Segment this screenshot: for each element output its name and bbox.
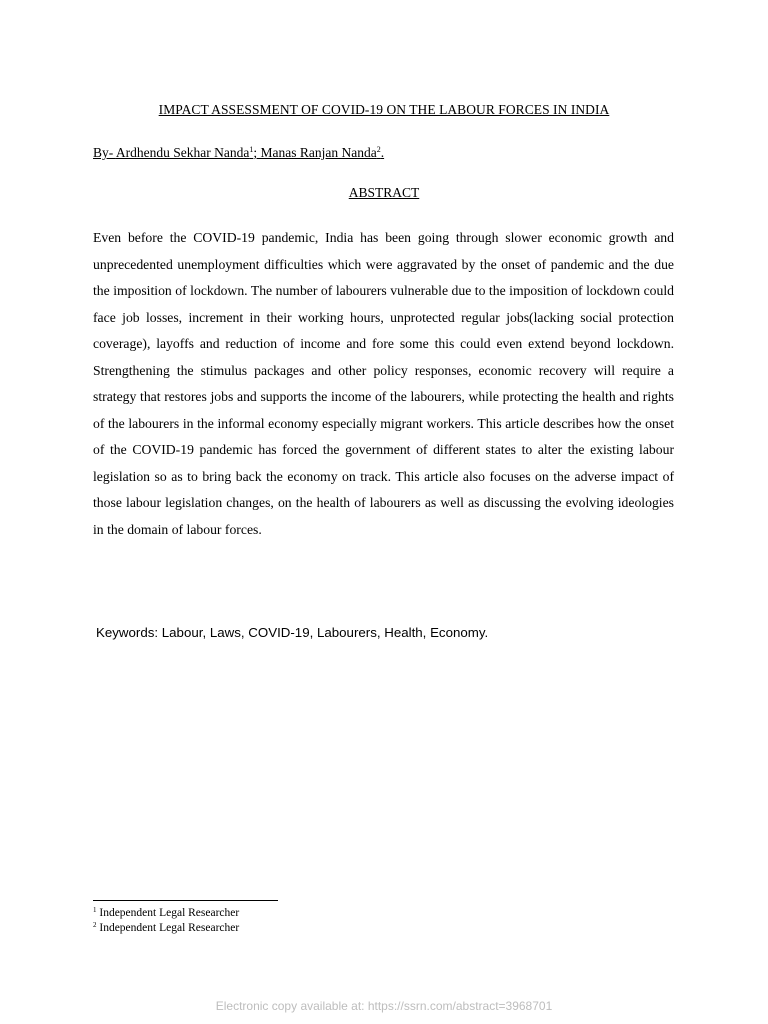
author-footnote-mark-2[interactable]: 2	[376, 145, 381, 154]
footnotes	[93, 906, 239, 936]
author-byline	[93, 145, 384, 161]
abstract-heading: ABSTRACT	[348, 185, 420, 200]
footnote-item	[93, 906, 239, 921]
keywords-line: Keywords: Labour, Laws, COVID-19, Labourers, Health, Economy.	[96, 625, 489, 640]
byline-prefix: By-	[93, 145, 116, 160]
ssrn-availability-notice[interactable]: Electronic copy available at: https://ssrn.com/abstract=3968701	[215, 999, 553, 1013]
footnote-item	[93, 921, 239, 936]
footnote-mark: 1	[93, 906, 97, 914]
author-separator: ;	[253, 145, 261, 160]
author-name-1: Ardhendu Sekhar Nanda	[115, 145, 250, 160]
footnote-text: Independent Legal Researcher	[99, 907, 240, 919]
paper-title: IMPACT ASSESSMENT OF COVID-19 ON THE LABOUR FORCES IN INDIA	[158, 102, 610, 117]
abstract-body: Even before the COVID-19 pandemic, India has been going through slower economic growth and unprecedented unemployment difficulties which were aggravated by the onset of pandemic and the due the imposition of lockdown. The number of labourers vulnerable due to the imposition of lockdown could face job losses, increment in their working hours, unprotected regular jobs(lacking social protection coverage), layoffs and reduction of income and fore some this could even extend beyond lockdown. Strengthening the stimulus packages and other policy responses, economic recovery will require a strategy that restores jobs and supports the income of the labourers, while protecting the health and rights of the labourers in the informal economy especially migrant workers. This article describes how the onset of the COVID-19 pandemic has forced the government of different states to alter the existing labour legislation so as to bring back the economy on track. This article also focuses on the adverse impact of those labour legislation changes, on the health of labourers as well as discussing the evolving ideologies in the domain of labour forces.	[93, 230, 674, 537]
footnote-mark: 2	[93, 921, 97, 929]
byline-suffix: .	[380, 145, 385, 160]
footnote-divider	[93, 900, 278, 901]
author-name-2: Manas Ranjan Nanda	[260, 145, 377, 160]
footnote-text: Independent Legal Researcher	[99, 922, 240, 934]
author-footnote-mark-1[interactable]: 1	[249, 145, 254, 154]
